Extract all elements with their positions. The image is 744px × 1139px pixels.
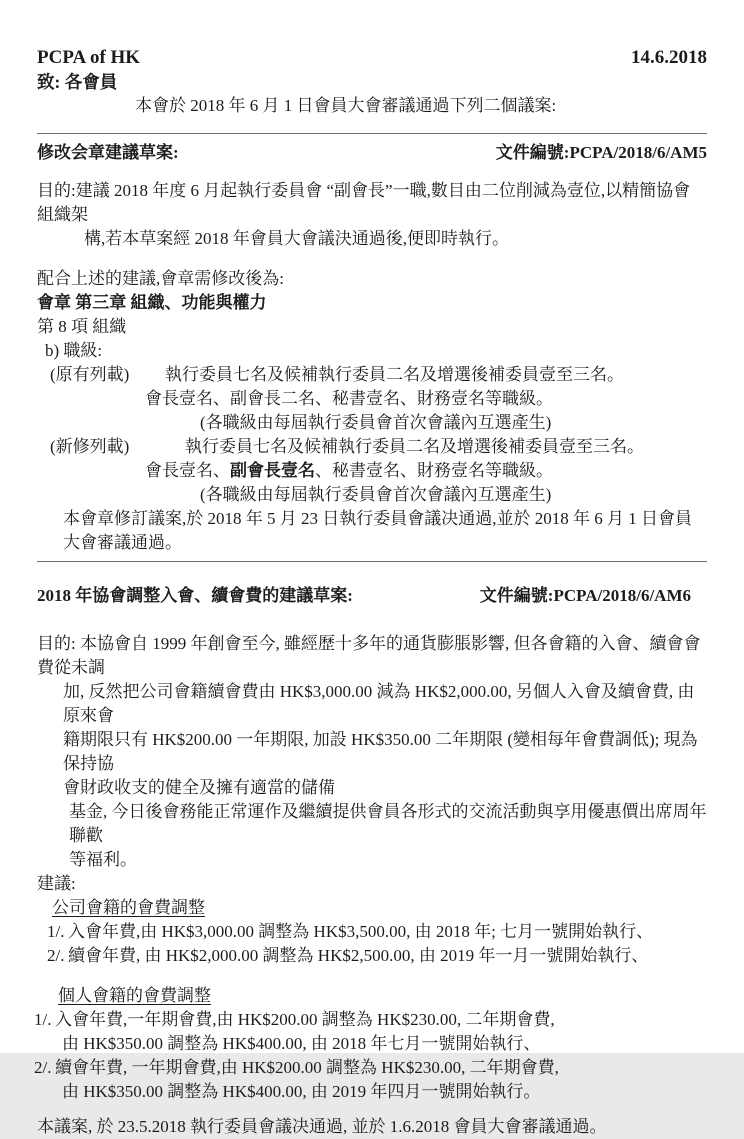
am5-sub-item: b) 職級:: [45, 341, 103, 360]
am5-original-label: (原有列載): [50, 365, 130, 384]
am6-individual-heading: 個人會籍的會費調整: [58, 986, 211, 1005]
am6-individual-item2-line2: 由 HK$350.00 調整為 HK$400.00, 由 2019 年四月一號開始執行。: [62, 1082, 541, 1101]
am5-item-heading: 第 8 項 組織: [37, 317, 127, 336]
am6-individual-item1-line1: 入會年費,一年期會費,由 HK$200.00 調整為 HK$230.00, 二年期會費,: [55, 1010, 555, 1029]
am5-original-row: [37, 363, 707, 387]
am5-original-line2: 會長壹名、副會長二名、秘書壹名、財務壹名等職級。: [145, 389, 553, 408]
am5-revised-line1: 執行委員七名及候補執行委員二名及增選後補委員壹至三名。: [185, 437, 644, 456]
am6-individual-item2-line1: 續會年費, 一年期會費,由 HK$200.00 調整為 HK$230.00, 二年期會費,: [55, 1058, 559, 1077]
am5-heading-row: [37, 141, 707, 165]
am6-heading-row: [37, 584, 707, 608]
am6-purpose-line6: 等福利。: [69, 850, 137, 869]
addressee-line: 致: 各會員: [37, 72, 118, 92]
divider-line-1: [37, 133, 707, 134]
am6-individual-item2-number: 2/.: [34, 1058, 52, 1077]
am5-original-line1: 執行委員七名及候補執行委員二名及增選後補委員壹至三名。: [165, 365, 624, 384]
document-date: 14.6.2018: [631, 47, 707, 68]
section-am5: [37, 141, 707, 555]
document-header: [37, 46, 707, 70]
am6-purpose-line1: 目的: 本協會自 1999 年創會至今, 雖經歷十多年的通貨膨脹影響, 但各會籍的入會、續會會費從未調: [37, 634, 701, 677]
am5-doc-number: 文件編號:PCPA/2018/6/AM5: [495, 143, 707, 162]
am6-purpose-line4: 會財政收支的健全及擁有適當的儲備: [63, 778, 335, 797]
am5-amend-intro: 配合上述的建議,會章需修改後為:: [37, 269, 284, 288]
am6-corporate-item2: [47, 944, 707, 968]
section-am6: [34, 584, 707, 1139]
am5-title: 修改会章建議草案:: [37, 143, 179, 162]
am6-corporate-item1-number: 1/.: [47, 922, 65, 941]
org-name: PCPA of HK: [37, 47, 141, 68]
am6-purpose-line5: 基金, 今日後會務能正常運作及繼續提供會員各形式的交流活動與享用優惠價出席周年聯歡: [69, 802, 707, 845]
am5-purpose-line1: 目的:建議 2018 年度 6 月起執行委員會 “副會長”一職,數目由二位削減為壹位,以精簡協會組織架: [37, 181, 691, 224]
am6-individual-item2: [34, 1056, 707, 1080]
am6-doc-number: 文件編號:PCPA/2018/6/AM6: [479, 586, 691, 605]
am6-individual-item1-line2: 由 HK$350.00 調整為 HK$400.00, 由 2018 年七月一號開始執行、: [62, 1034, 541, 1053]
am6-individual-item1-number: 1/.: [34, 1010, 52, 1029]
am5-resolution-line1: 本會章修訂議案,於 2018 年 5 月 23 日執行委員會議决通過,並於 2018 年 6 月 1 日會員: [63, 509, 692, 528]
am6-purpose-line2: 加, 反然把公司會籍續會費由 HK$3,000.00 減為 HK$2,000.00, 另個人入會及續會費, 由原來會: [63, 682, 695, 725]
am6-corporate-item2-text: 續會年費, 由 HK$2,000.00 調整為 HK$2,500.00, 由 2019 年一月一號開始執行、: [68, 946, 649, 965]
am5-revised-line2: [145, 459, 707, 483]
am5-revised-row: [37, 435, 707, 459]
am6-corporate-item2-number: 2/.: [47, 946, 65, 965]
divider-line-2: [37, 561, 707, 562]
am6-proposal-label: 建議:: [37, 874, 76, 893]
am5-revised-line3: (各職級由每屆執行委員會首次會議內互選產生): [200, 485, 552, 504]
am5-revised-line2-pre: 會長壹名、: [145, 461, 230, 480]
am6-title: 2018 年協會調整入會、續會費的建議草案:: [37, 586, 353, 605]
am6-individual-item1: [34, 1008, 707, 1032]
intro-line: 本會於 2018 年 6 月 1 日會員大會審議通過下列二個議案:: [135, 96, 557, 115]
am5-revised-line2-post: 、秘書壹名、財務壹名等職級。: [315, 461, 553, 480]
am5-revised-label: (新修列載): [50, 437, 130, 456]
am6-purpose-line3: 籍期限只有 HK$200.00 一年期限, 加設 HK$350.00 二年期限 (變相每年會費調低); 現為保持協: [63, 730, 698, 773]
am5-purpose-line2: 構,若本草案經 2018 年會員大會議決通過後,便即時執行。: [84, 229, 509, 248]
am5-original-line3: (各職級由每屆執行委員會首次會議內互選產生): [200, 413, 552, 432]
am5-revised-line2-bold: 副會長壹名: [230, 461, 315, 480]
am6-corporate-heading: 公司會籍的會費調整: [52, 898, 205, 917]
am5-chapter-heading: 會章 第三章 組織、功能與權力: [37, 293, 267, 312]
am5-resolution-line2: 大會審議通過。: [63, 533, 182, 552]
am6-resolution-line: 本議案, 於 23.5.2018 執行委員會議决通過, 並於 1.6.2018 會員大會審議通過。: [37, 1117, 607, 1136]
am6-corporate-item1-text: 入會年費,由 HK$3,000.00 調整為 HK$3,500.00, 由 2018 年; 七月一號開始執行、: [68, 922, 654, 941]
am6-corporate-item1: [47, 920, 707, 944]
